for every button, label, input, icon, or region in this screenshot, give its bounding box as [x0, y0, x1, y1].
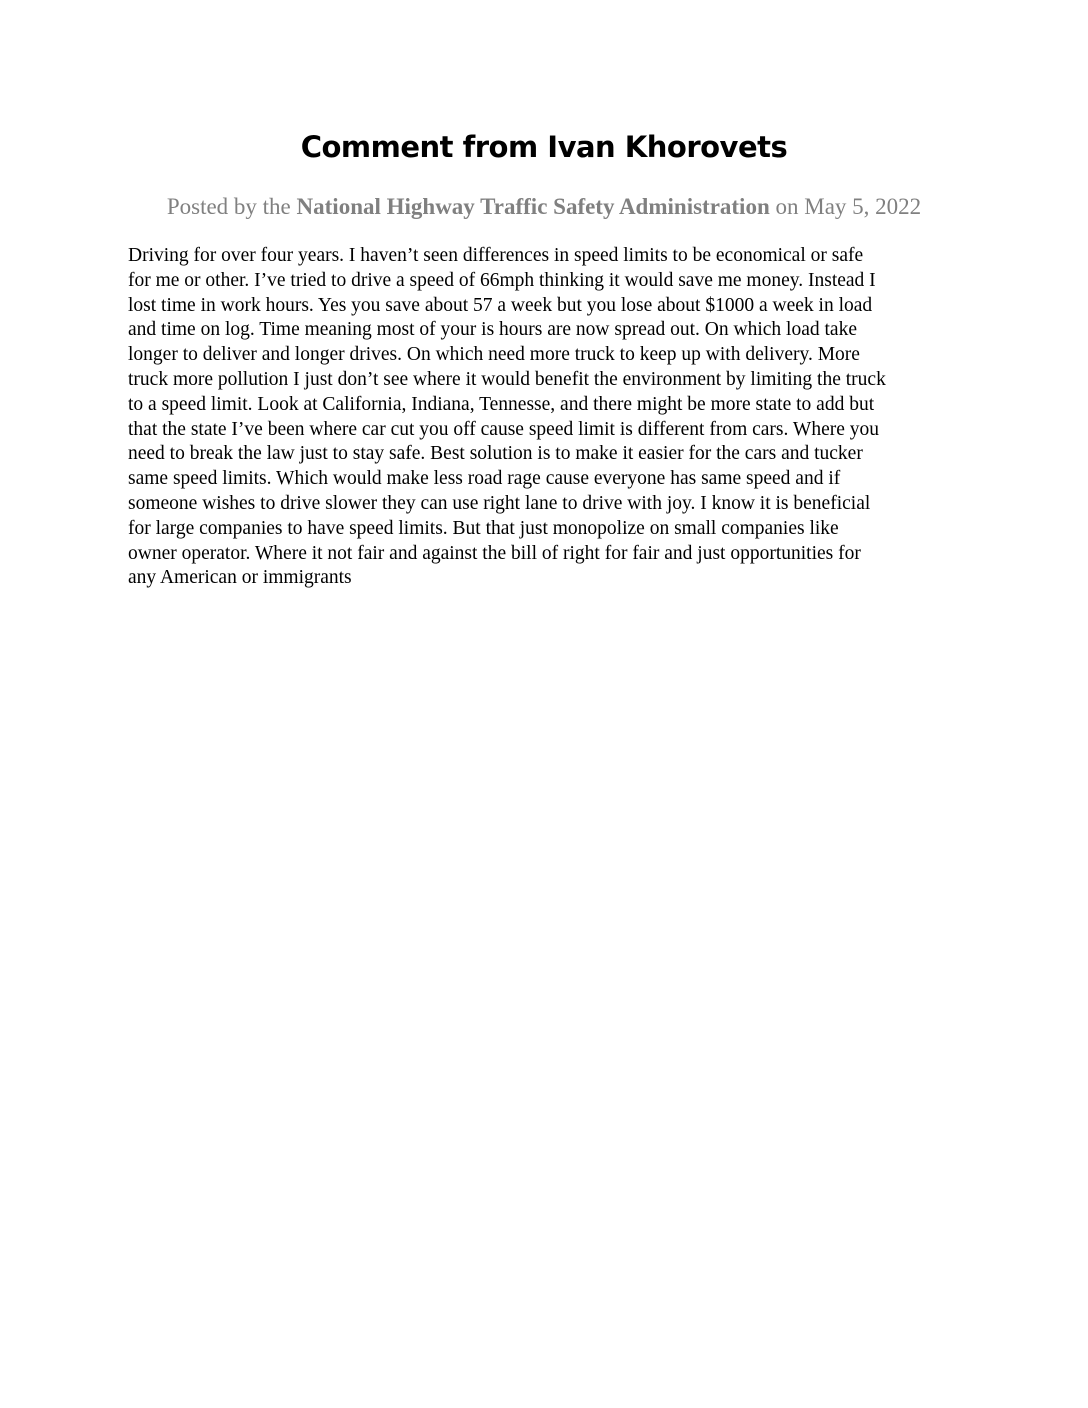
byline	[128, 192, 960, 222]
byline-agency: National Highway Traffic Safety Administration	[296, 194, 770, 219]
comment-line: any American or immigrants	[128, 567, 352, 589]
comment-line: for large companies to have speed limits. But that just monopolize on small companies like	[128, 517, 839, 539]
comment-line: owner operator. Where it not fair and against the bill of right for fair and just opportunities for	[128, 542, 861, 564]
comment-line: need to break the law just to stay safe. Best solution is to make it easier for the cars and tucker	[128, 443, 863, 465]
comment-line: someone wishes to drive slower they can use right lane to drive with joy. I know it is beneficial	[128, 492, 871, 514]
page-title: Comment from Ivan Khorovets	[300, 130, 788, 164]
comment-line: to a speed limit. Look at California, Indiana, Tennesse, and there might be more state to add but	[128, 393, 875, 415]
comment-line: truck more pollution I just don’t see where it would benefit the environment by limiting the truck	[128, 368, 886, 390]
comment-line: same speed limits. Which would make less road rage cause everyone has same speed and if	[128, 468, 841, 490]
comment-line: for me or other. I’ve tried to drive a speed of 66mph thinking it would save me money. Instead I	[128, 269, 876, 291]
comment-line: longer to deliver and longer drives. On which need more truck to keep up with delivery. More	[128, 344, 860, 366]
comment-line: lost time in work hours. Yes you save about 57 a week but you lose about $1000 a week in load	[128, 294, 873, 316]
comment-line: and time on log. Time meaning most of your is hours are now spread out. On which load take	[128, 319, 857, 341]
byline-prefix: Posted by the	[166, 194, 297, 219]
comment-line: Driving for over four years. I haven’t seen differences in speed limits to be economical or safe	[128, 245, 864, 266]
byline-date: on May 5, 2022	[769, 194, 922, 219]
comment-line: that the state I’ve been where car cut you off cause speed limit is different from cars. Where you	[128, 418, 879, 440]
comment-body	[128, 244, 963, 591]
